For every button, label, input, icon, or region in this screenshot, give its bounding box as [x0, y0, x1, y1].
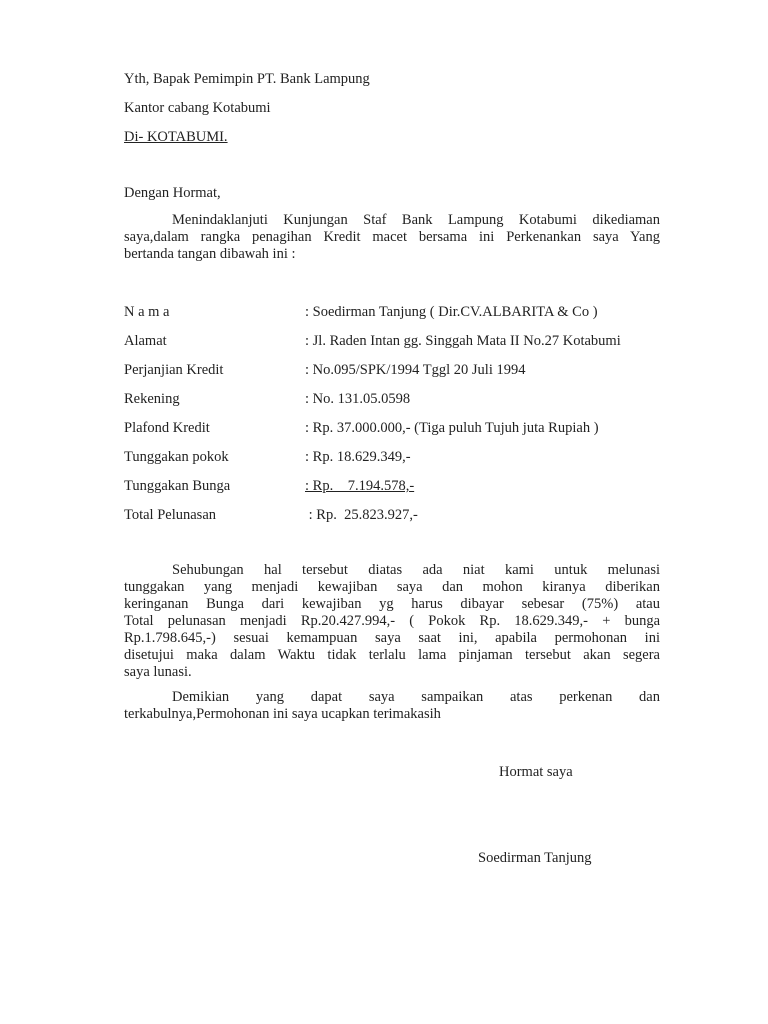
detail-value: : Jl. Raden Intan gg. Singgah Mata II No.27 Kotabumi: [305, 333, 621, 349]
intro-line: Menindaklanjuti Kunjungan Staf Bank Lampung Kotabumi dikediaman: [172, 212, 660, 228]
body-line: Total pelunasan menjadi Rp.20.427.994,- ( Pokok Rp. 18.629.349,- + bunga: [124, 613, 660, 629]
body-line: keringanan Bunga dari kewajiban yg harus dibayar sebesar (75%) atau: [124, 596, 660, 612]
recipient-city: Di- KOTABUMI.: [124, 129, 228, 145]
closing-line: Demikian yang dapat saya sampaikan atas perkenan dan: [172, 689, 660, 705]
signatory-name: Soedirman Tanjung: [478, 850, 592, 866]
detail-label: Rekening: [124, 391, 180, 407]
detail-label: Tunggakan Bunga: [124, 478, 231, 494]
closing-line: terkabulnya,Permohonan ini saya ucapkan terimakasih: [124, 706, 441, 722]
recipient-office: Kantor cabang Kotabumi: [124, 100, 271, 116]
detail-value: : Rp. 7.194.578,-: [305, 478, 415, 494]
detail-label: N a m a: [124, 304, 170, 320]
detail-value: : No.095/SPK/1994 Tggl 20 Juli 1994: [305, 362, 526, 378]
detail-label: Total Pelunasan: [124, 507, 217, 523]
detail-label: Tunggakan pokok: [124, 449, 229, 465]
detail-label: Alamat: [124, 333, 167, 349]
detail-value: : No. 131.05.0598: [305, 391, 411, 407]
detail-label: Perjanjian Kredit: [124, 362, 224, 378]
recipient-line: Yth, Bapak Pemimpin PT. Bank Lampung: [124, 71, 370, 87]
body-line: saya lunasi.: [124, 664, 192, 680]
greeting: Dengan Hormat,: [124, 185, 221, 201]
detail-label: Plafond Kredit: [124, 420, 210, 436]
intro-line: bertanda tangan dibawah ini :: [124, 246, 296, 262]
detail-value: : Soedirman Tanjung ( Dir.CV.ALBARITA & Co ): [305, 304, 598, 320]
body-line: Rp.1.798.645,-) sesuai kemampuan saya saat ini, apabila permohonan ini: [124, 630, 660, 646]
intro-line: saya,dalam rangka penagihan Kredit macet bersama ini Perkenankan saya Yang: [124, 229, 660, 245]
detail-value: : Rp. 37.000.000,- (Tiga puluh Tujuh juta Rupiah ): [305, 420, 599, 436]
body-line: tunggakan yang menjadi kewajiban saya dan mohon kiranya diberikan: [124, 579, 660, 595]
detail-value: : Rp. 25.823.927,-: [305, 507, 418, 523]
signoff: Hormat saya: [499, 764, 573, 780]
body-line: disetujui maka dalam Waktu tidak terlalu lama pinjaman tersebut akan segera: [124, 647, 660, 663]
body-line: Sehubungan hal tersebut diatas ada niat kami untuk melunasi: [172, 562, 660, 578]
detail-value: : Rp. 18.629.349,-: [305, 449, 411, 465]
